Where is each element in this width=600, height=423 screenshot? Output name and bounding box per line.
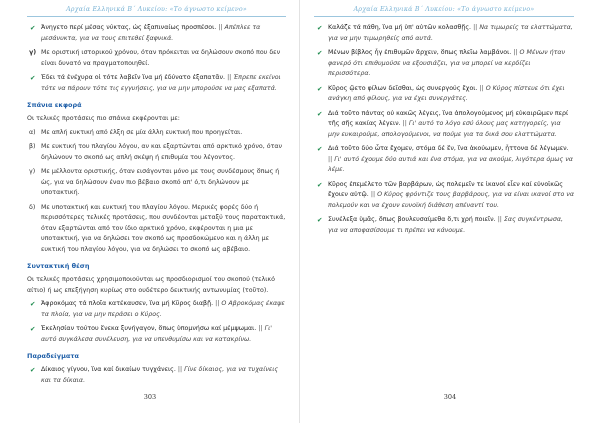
greek-sentence: Ἀφροκόμας τά πλοῖα κατέκαυσεν, ἵνα μή Κῦρος διαβῇ. — [41, 300, 214, 307]
greek-sentence: Ἐκελησίαν τούτου ἕνεκα ξυνήγαγον, ὅπως ὑπομνήσω καί μέμψωμαι. — [41, 325, 257, 332]
greek-sentence: Κῦρος ἐπεμέλετο τῶν βαρβάρων, ὡς πολεμεῖν τε ἱκανοί εἶεν καί εὐνοϊκῶς ἔχοιεν αὐτῷ. — [328, 180, 563, 198]
greek-sentence: Συνέλεξα ὑμᾶς, ὅπως βουλευσαίμεθα ὅ,τι χρή ποιεῖν. — [328, 216, 496, 223]
page-number-right: 304 — [443, 393, 457, 401]
case-item — [27, 128, 286, 139]
translation: Ο Αβροκόμας έκαψε τα πλοία, για να μην περάσει ο Κύρος. — [41, 300, 285, 318]
top-example-list — [27, 23, 286, 44]
translation: Απέπλεε τα μεσάνυκτα, για να τους επιτεθεί ξαφνικά. — [41, 24, 261, 42]
example-item — [314, 215, 574, 236]
example-item — [27, 365, 286, 386]
separator: || — [473, 24, 478, 31]
greek-sentence: Έδει τά ἐνέχυρα οἱ τότε λαβεῖν ἵνα μή ἐδύνατο ἐξαπατᾶν. — [41, 74, 226, 81]
case-item — [27, 48, 286, 69]
translation: Γι' αυτό συγκάλεσα συνέλευση, για να υπενθυμίσω και να κατακρίνω. — [41, 325, 272, 343]
case-marker: δ) — [29, 203, 36, 211]
separator: || — [328, 155, 333, 163]
case-item — [27, 142, 286, 163]
example-item — [27, 324, 286, 345]
running-header-right: Αρχαία Ελληνικά Β΄ Λυκείου: «Το άγνωστο κείμενο» — [314, 0, 574, 17]
translation: Να τιμωρείς τα ελαττώματα, για να μην τιμωρηθείς από αυτά. — [328, 24, 573, 42]
syntax-example-list — [27, 299, 286, 345]
case-g-example-list — [27, 73, 286, 94]
separator: || — [513, 49, 518, 56]
case-marker: α) — [29, 128, 36, 136]
syntax-text: Οι τελικές προτάσεις χρησιμοποιούνται ως προσδιορισμοί του σκοπού (τελικό αίτιο) ή ως επεξήγηση κυρίως στο ουδέτερο δεικτικής αντωνυμίας (τοῦτο). — [27, 276, 275, 294]
translation: Ο Κύρος φρόντιζε τους βαρβάρους, για να είναι ικανοί στο να πολεμούν και να έχουν ευνοϊκή διάθεση απέναντί του. — [328, 191, 574, 209]
example-item — [314, 109, 574, 141]
case-text: Με απλή ευκτική από έλξη σε μία άλλη ευκτική που προηγείται. — [41, 128, 243, 136]
check-icon: ✔ — [317, 216, 323, 224]
translation: Γι' αυτό έχουμε δύο αυτιά και ένα στόμα, για να ακούμε, λιγότερα όμως να λέμε. — [328, 155, 573, 173]
example-item — [314, 48, 574, 80]
case-marker: γ) — [29, 168, 36, 175]
case-marker: γ) — [29, 49, 37, 56]
running-header-left: Αρχαία Ελληνικά Β΄ Λυκείου: «Το άγνωστο κείμενο» — [27, 0, 286, 17]
check-icon: ✔ — [317, 84, 323, 93]
check-icon: ✔ — [317, 24, 323, 32]
rare-case-list — [27, 128, 286, 256]
greek-sentence: Καλάζε τά πάθη, ἵνα μή ὑπ' αὐτῶν κολασθῇς. — [328, 24, 472, 31]
separator: || — [370, 191, 376, 198]
case-text: Με μέλλοντα οριστικής, όταν εισάγονται μόνο με τους συνδέσμους ὅπως ή ὡς, για να δηλώσουν έναν πιο βέβαιο σκοπό απ' ό,τι δηλώνουν με υποτακτική. — [41, 168, 280, 196]
separator: || — [497, 216, 502, 223]
separator: || — [258, 325, 263, 332]
example-item — [314, 180, 574, 212]
section-heading-syntax: Συντακτική θέση — [27, 262, 90, 270]
case-text: Με υποτακτική και ευκτική του πλαγίου λόγου. Μερικές φορές δύο ή περισσότερες τελικές προτάσεις, που συνδέονται μεταξύ τους παρατακτικά, όταν εξαρτώνται από τον ίδιο αρκτικό χρόνο, εκφέρονται η μια με υποτακτική, για να δηλώσει τον σκοπό ως προσδοκώμενο και η άλλη με ευκτική του πλαγίου λόγου, για να δηλώσει το σκοπό ως αβέβαιο. — [41, 203, 286, 253]
example-item — [27, 73, 286, 94]
translation: Ο Κύρος πίστευε ότι έχει ανάγκη από φίλους, για να έχει συνεργάτες. — [328, 84, 565, 102]
greek-sentence: Διά τοῦτο δύο ὦτα ἔχομεν, στόμα δέ ἕν, ἵνα ἀκούωμεν, ἧττονα δέ λέγωμεν. — [328, 145, 569, 152]
separator: || — [215, 300, 220, 307]
greek-sentence: Διά τοῦτο πάντας οὐ κακῶς λέγεις, ἵνα ἀπολογούμενος μή εὐκαιρῶμεν περί τῆς σῆς κακίας λέγειν. — [328, 109, 569, 127]
separator: || — [218, 24, 223, 31]
case-g-block — [27, 48, 286, 69]
greek-sentence: Δίκαιος γίγνου, ἵνα καί δικαίων τυγχάνεις. — [41, 366, 176, 373]
case-item — [27, 203, 286, 256]
check-icon: ✔ — [30, 74, 36, 82]
rare-intro: Οι τελικές προτάσεις πιο σπάνια εκφέρονται με: — [27, 115, 180, 122]
greek-sentence: Άνηγετο περί μέσας νύκτας, ὡς ἐξαπιναίως προσπέσοι. — [41, 24, 217, 31]
translation: Έπρεπε εκείνοι τότε να πάρουν τότε τις εγγυήσεις, για να μην μπορούσε να μας εξαπατά. — [41, 74, 281, 92]
check-icon: ✔ — [317, 109, 323, 118]
check-icon: ✔ — [317, 49, 323, 57]
right-example-list — [314, 23, 574, 236]
paradigm-example-list — [27, 365, 286, 386]
translation: Γίνε δίκαιος, για να τυχαίνεις και τα δίκαια. — [41, 366, 279, 384]
section-heading-examples: Παραδείγματα — [27, 352, 79, 360]
check-icon: ✔ — [30, 366, 36, 374]
example-item — [314, 23, 574, 44]
translation: Γι' αυτό το λόγο εσύ όλους μας κατηγορείς, για μην ευκαιρούμε, απολογούμενοι, να πούμε για τα δικά σου ελαττώματα. — [328, 120, 561, 138]
check-icon: ✔ — [317, 145, 323, 153]
example-item — [314, 84, 574, 105]
separator: || — [402, 120, 407, 127]
check-icon: ✔ — [30, 300, 36, 308]
case-item — [27, 167, 286, 199]
greek-sentence: Μένων βίβλος ἦγ ἐπιθυμῶν ἄρχειν, ὅπως πλεῖω λαμβάνοι. — [328, 49, 512, 56]
case-text: Με ευκτική του πλαγίου λόγου, αν και εξαρτώνται από αρκτικό χρόνο, όταν δηλώνουν το σκοπό ως απλή σκέψη ή επιθυμία του λέγοντος. — [41, 143, 283, 161]
section-heading-rare: Σπάνια εκφορά — [27, 101, 82, 109]
separator: || — [479, 84, 484, 92]
case-marker: β) — [29, 143, 36, 150]
greek-sentence: Κῦρος ᾤετο φίλων δεῖσθαι, ὡς συνεργούς ἔχοι. — [328, 84, 478, 92]
translation: Ο Μένων ήταν φανερό ότι επιθυμούσε να εξουσιάζει, για να μπορεί να κερδίζει περισσότερα. — [328, 49, 566, 77]
case-text: Με οριστική ιστορικού χρόνου, όταν πρόκειται να δηλώσουν σκοπό που δεν είναι δυνατό να πραγματοποιηθεί. — [41, 49, 281, 67]
example-item — [314, 144, 574, 176]
example-item — [27, 23, 286, 44]
check-icon: ✔ — [30, 325, 36, 333]
right-page — [300, 0, 600, 423]
separator: || — [227, 74, 232, 81]
translation: Σας συγκέντρωσα, για να αποφασίσουμε τι πρέπει να κάνουμε. — [328, 216, 563, 234]
page-number-left: 303 — [143, 393, 157, 401]
separator: || — [177, 366, 183, 373]
example-item — [27, 299, 286, 320]
check-icon: ✔ — [30, 24, 36, 32]
check-icon: ✔ — [317, 180, 323, 189]
